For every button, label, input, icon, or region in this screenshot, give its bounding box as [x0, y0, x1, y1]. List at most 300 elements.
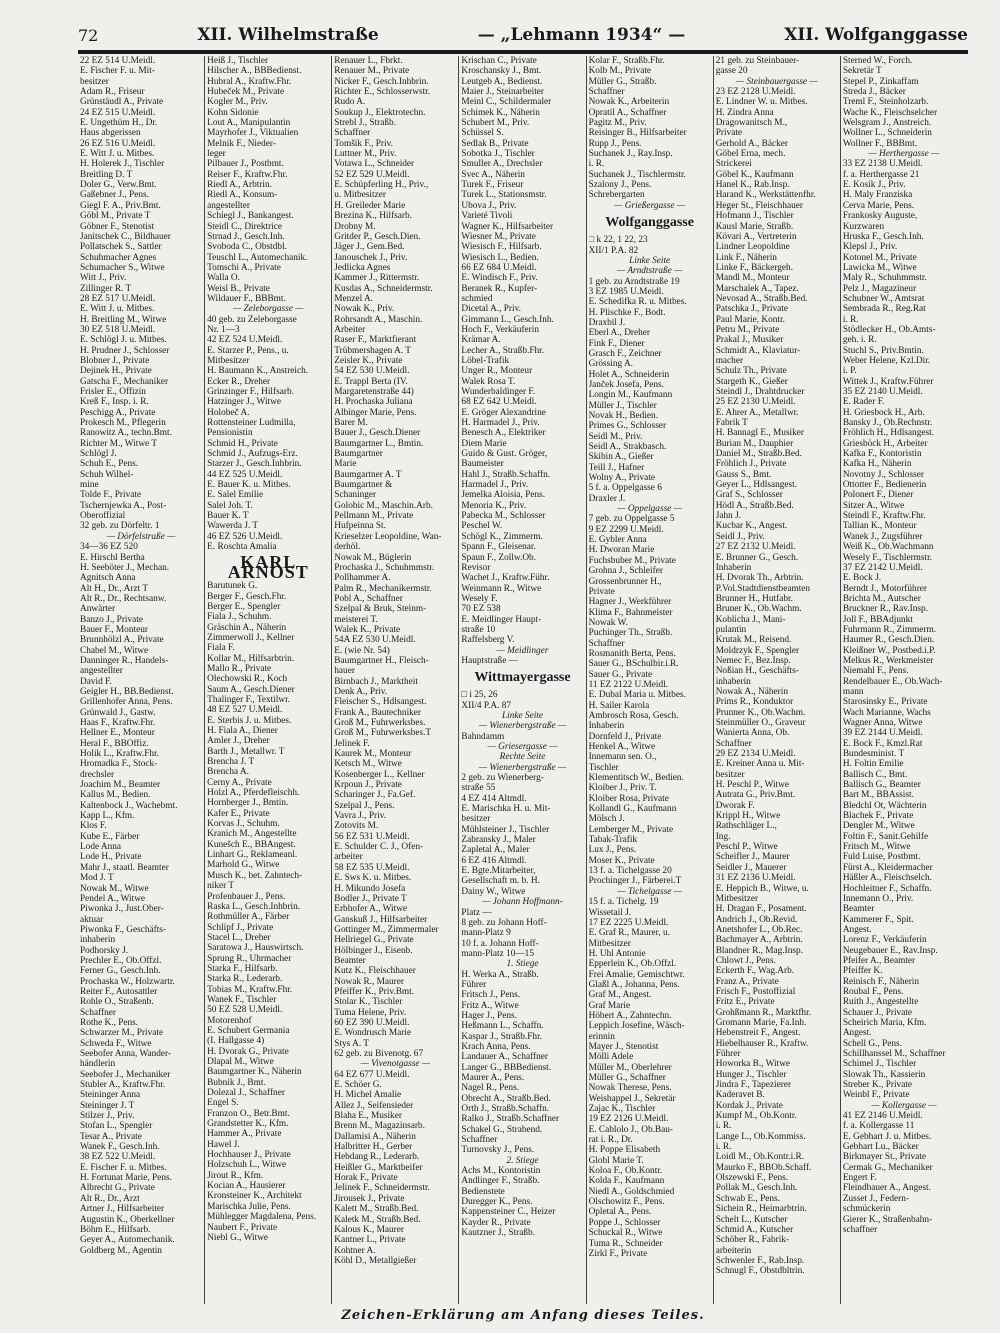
directory-entry: P.Vol.Stadtdienstbeamten: [715, 583, 811, 594]
directory-entry: Weber Helene, Kzl.Dir.: [842, 355, 931, 366]
directory-entry: Hödl A., Straßb.Bed.: [715, 500, 794, 511]
directory-entry: Brencha A.: [207, 767, 249, 778]
directory-entry: Loidl M., Ob.Kontr.i.R.: [715, 1152, 805, 1163]
directory-entry: Pagitz M., Priv.: [588, 118, 647, 129]
directory-entry: Hawel J.: [207, 1139, 240, 1150]
directory-entry: Graf M., Angest.: [588, 990, 652, 1001]
directory-entry: Kusdas A., Schneidermstr.: [334, 283, 433, 294]
directory-entry: Kronsteiner K., Architekt: [207, 1191, 302, 1202]
directory-entry: Achs M., Kontoristin: [461, 1166, 541, 1177]
directory-entry: Strebl J., Straßb.: [334, 118, 397, 129]
directory-entry: Kumpf M., Ob.Kontr.: [715, 1111, 797, 1122]
directory-entry: i. R.: [715, 1121, 732, 1132]
directory-entry: Mühlegger Magdalena, Pens.: [207, 1212, 317, 1223]
directory-entry: Adam R., Friseur: [80, 87, 145, 98]
directory-entry: niker T: [207, 881, 235, 892]
directory-entry: Niemahl F., Pens.: [842, 666, 909, 677]
directory-entry: — Steinbauergasse —: [735, 76, 818, 87]
directory-entry: Schiegl J., Bankangest.: [207, 211, 294, 222]
directory-entry: Stacel L., Dreher: [207, 932, 271, 943]
directory-entry: Nicker F., Gesch.Inhbrin.: [334, 76, 429, 87]
directory-entry: 60 EZ 390 U.Meidl.: [334, 1017, 410, 1028]
directory-entry: Steidl C., Direktrice: [207, 221, 283, 232]
directory-entry: Pfeiffer K.: [842, 966, 883, 977]
directory-entry: Smuller A., Drechsler: [461, 159, 543, 170]
directory-entry: — Vivenotgasse —: [360, 1059, 431, 1070]
directory-entry: Tschernjewka A., Post-: [80, 500, 167, 511]
directory-entry: 54 EZ 530 U.Meidl.: [334, 366, 410, 377]
directory-entry: Menzel A.: [334, 293, 374, 304]
directory-entry: Nowak A., Näherin: [715, 686, 788, 697]
directory-entry: Streda J., Bäcker: [842, 87, 906, 98]
directory-entry: H. Uhl Antonie: [588, 948, 646, 959]
directory-entry: H. Werka A., Straßb.: [461, 969, 539, 980]
directory-entry: Orth J., Straßb.Schaffn.: [461, 1104, 550, 1115]
directory-entry: H. Mikundo Josefa: [334, 883, 406, 894]
directory-entry: Hatzinger J., Witwe: [207, 397, 281, 408]
directory-entry: Mölli Adele: [588, 1052, 634, 1063]
directory-entry: Wildauer F., BBBmt.: [207, 293, 286, 304]
directory-entry: Renauer L., Fbrkt.: [334, 56, 403, 66]
directory-entry: Brichta M., Autscher: [842, 593, 921, 604]
directory-entry: Zusset J., Federn-: [842, 1193, 909, 1204]
directory-entry: Starka F., Hilfsarb.: [207, 963, 278, 974]
directory-entry: Globl Marie T.: [588, 1155, 644, 1166]
directory-entry: Kalous K., Maurer: [334, 1224, 404, 1235]
directory-entry: Saratowa J., Hauswirtsch.: [207, 943, 304, 954]
directory-entry: Mitbesitzer: [715, 893, 759, 904]
directory-entry: Baumgartner L., Bmtin.: [334, 438, 424, 449]
directory-entry: Bahndamm: [461, 731, 505, 742]
directory-entry: Stolar K., Tischler: [334, 997, 403, 1008]
directory-entry: 13 f. a. Tichelgasse 20: [588, 866, 672, 877]
directory-entry: Fiala F.: [207, 643, 235, 654]
directory-entry: Hofmann J., Tischler: [715, 211, 794, 222]
directory-entry: Müller M., Oberlehrer: [588, 1062, 672, 1073]
directory-entry: Weinbl F., Private: [842, 1090, 910, 1101]
directory-entry: Klepsl J., Priv.: [842, 242, 898, 253]
directory-entry: H. Foltin Emilie: [842, 759, 904, 770]
directory-entry: Lorenz F., Verkäuferin: [842, 935, 927, 946]
directory-entry: — Arndtstraße —: [616, 266, 683, 277]
directory-entry: Grünwald J., Gastw.: [80, 707, 156, 718]
directory-entry: Haas F., Kraftw.Fhr.: [80, 718, 156, 728]
directory-entry: Turek F., Friseur: [461, 180, 524, 191]
directory-entry: Engel S.: [207, 1098, 239, 1109]
directory-entry: Teuschl L., Automechanik.: [207, 252, 308, 263]
directory-entry: i. R.: [588, 159, 605, 170]
directory-entry: Denk A., Priv.: [334, 686, 388, 697]
directory-entry: Lout A., Manipulantin: [207, 118, 291, 129]
column-3: [334, 56, 456, 1304]
directory-entry: Barutunek G.: [207, 581, 258, 592]
directory-entry: Nr. 1—3: [207, 324, 240, 335]
directory-entry: Duregger K., Pens.: [461, 1197, 533, 1208]
directory-entry: Suchanek J., Tischlermstr.: [588, 169, 686, 180]
directory-entry: Kocian A., Hausierer: [207, 1181, 286, 1192]
directory-entry: Engert F.: [842, 1173, 877, 1184]
directory-entry: Anwärter: [80, 604, 116, 615]
directory-entry: H. Michel Amalie: [334, 1090, 402, 1101]
directory-entry: Opletal A., Pens.: [588, 1207, 652, 1218]
advertisement: KARL ARNOST: [227, 551, 309, 582]
directory-entry: E. Fischer F. u. Mit-: [80, 66, 155, 77]
directory-entry: — Meidlinger: [496, 645, 549, 656]
directory-entry: gasse 20: [715, 66, 748, 77]
column-separator: [713, 56, 714, 1304]
directory-entry: Bruner K., Ob.Wachm.: [715, 604, 802, 615]
directory-entry: 31 EZ 2136 U.Meidl.: [715, 873, 796, 884]
directory-entry: H. Peschl P., Witwe: [715, 780, 790, 791]
directory-entry: Göbel K., Kaufmann: [715, 169, 794, 180]
directory-entry: E. Kosik J., Priv.: [842, 180, 906, 191]
directory-columns: [78, 56, 968, 1304]
directory-entry: Groß M., Fuhrwerksbes.T: [334, 728, 432, 739]
directory-entry: Mölsch J.: [588, 814, 625, 825]
directory-entry: Stofan L., Spengler: [80, 1121, 153, 1132]
directory-entry: Holik L., Kraftw.Fhr.: [80, 749, 159, 760]
directory-entry: Schuh Wilhel-: [80, 469, 134, 480]
directory-entry: Ranowitz A., techn.Bmt.: [80, 428, 172, 439]
directory-entry: Walla O.: [207, 273, 240, 284]
directory-entry: Novotny J., Schlosser: [842, 469, 924, 480]
directory-entry: Wach Marianne, Wachs: [842, 707, 931, 718]
directory-entry: Kreß F., Insp. i. R.: [80, 397, 149, 408]
directory-entry: besitzer: [461, 814, 491, 825]
directory-entry: — Wienerbergstraße —: [478, 721, 567, 732]
directory-entry: Schimek K., Näherin: [461, 107, 540, 118]
directory-entry: Hruska F., Gesch.Inh.: [842, 231, 924, 242]
directory-entry: Kaspar J., Straßb.Fhr.: [461, 1031, 542, 1042]
directory-entry: Podhorsky J.: [80, 945, 129, 956]
directory-entry: Melnik F., Nieder-: [207, 138, 276, 149]
directory-entry: Augustin K., Oberkellner: [80, 1214, 175, 1225]
column-separator: [331, 56, 332, 1304]
directory-entry: 19 EZ 2126 U.Meidl.: [588, 1114, 669, 1125]
directory-entry: Prunner K., Ob.Wachm.: [715, 707, 806, 718]
directory-entry: 33 EZ 2138 U.Meidl.: [842, 159, 923, 170]
directory-entry: □ i 25, 26: [461, 690, 498, 701]
directory-entry: Schmidt A., Klaviatur-: [715, 345, 801, 356]
directory-entry: Steininger Anna: [80, 1090, 141, 1101]
directory-entry: 10 f. a. Johann Hoff-: [461, 938, 539, 949]
directory-entry: Blandner R., Mag.Insp.: [715, 945, 803, 956]
directory-entry: Grössing A.: [588, 359, 633, 370]
directory-entry: E. Starzer P., Pens., u.: [207, 345, 289, 356]
directory-entry: Primes G., Schlosser: [588, 421, 667, 432]
directory-entry: Horak F., Private: [334, 1173, 398, 1184]
directory-entry: Reiter F., Autosattler: [80, 986, 158, 997]
directory-entry: Kroschansky J., Bmt.: [461, 66, 542, 77]
directory-entry: Kalett M., Straßb.Bed.: [334, 1204, 419, 1215]
directory-entry: Spann F., Gleisenar.: [461, 542, 536, 553]
directory-entry: Dornfeld J., Private: [588, 731, 662, 742]
directory-entry: Schmid J., Aufzugs-Erz.: [207, 449, 298, 460]
directory-entry: Hahl J., Straßb.Schaffn.: [461, 469, 551, 480]
directory-entry: 22 EZ 514 U.Meidl.: [80, 56, 156, 66]
directory-entry: Schüssel S.: [461, 128, 504, 139]
directory-entry: Votawa L., Schneider: [334, 159, 415, 170]
directory-entry: schmückerin: [842, 1204, 891, 1215]
directory-entry: Bauer K. T: [207, 511, 249, 522]
directory-entry: Schuhmacher Agnes: [80, 252, 157, 263]
directory-entry: Kaletk M., Straßb.Bed.: [334, 1214, 421, 1225]
directory-entry: Korvas J., Schuhm.: [207, 819, 280, 830]
directory-entry: Baumgartner K., Näherin: [207, 1067, 302, 1078]
directory-entry: 11 EZ 2122 U.Meidl.: [588, 679, 669, 690]
directory-entry: Stepel P., Zinkaffam: [842, 76, 919, 87]
directory-entry: Stilzer J., Priv.: [80, 1111, 135, 1122]
directory-entry: Ferner G., Gesch.Inh.: [80, 966, 161, 977]
directory-entry: Turek L., Stationsmstr.: [461, 190, 547, 201]
directory-entry: drechsler: [80, 769, 115, 780]
directory-entry: Schögl K., Zimmerm.: [461, 531, 543, 542]
directory-entry: Wissetail J.: [588, 907, 632, 918]
directory-entry: H. Breitling M., Witwe: [80, 314, 167, 325]
directory-entry: Scharinger J., Fa.Gef.: [334, 790, 416, 801]
directory-entry: Autrata G., Priv.Bmt.: [715, 790, 796, 801]
directory-entry: Ralko J., Straßb.Schaffner: [461, 1114, 560, 1125]
directory-entry: Kolb M., Private: [588, 66, 652, 77]
directory-entry: Fleischer S., Hdlsangest.: [334, 697, 427, 708]
directory-entry: Golobic M., Maschin.Arb.: [334, 500, 433, 511]
directory-entry: Harand K., Werkstättenfhr.: [715, 190, 816, 201]
directory-entry: Schaffner: [588, 638, 625, 649]
directory-entry: E. Trappl Berta (IV.: [334, 376, 408, 387]
directory-entry: Hellner E., Monteur: [80, 728, 155, 739]
directory-entry: (I. Hallgasse 4): [207, 1036, 265, 1047]
directory-entry: E. Graf R., Maurer, u.: [588, 928, 671, 939]
directory-entry: arbeiter: [334, 852, 363, 863]
directory-entry: Göbner F., Stenotist: [80, 221, 155, 232]
directory-entry: E. Schulder C. J., Ofen-: [334, 842, 424, 853]
directory-entry: Gromann Marie, Fa.Inh.: [715, 1017, 807, 1028]
directory-entry: Alt R., Dr., Rechtsanw.: [80, 593, 167, 604]
directory-entry: 1 geb. zu Arndtstraße 19: [588, 276, 680, 287]
directory-entry: Jahn J.: [715, 511, 742, 522]
directory-entry: 15 f. a. Tichelg. 19: [588, 897, 659, 908]
directory-entry: derhöl.: [334, 542, 361, 553]
directory-entry: Seidler J., Mauerer: [715, 862, 787, 873]
directory-entry: Stödlecker H., Ob.Amts-: [842, 324, 936, 335]
directory-entry: Schmid H., Private: [207, 438, 278, 449]
directory-entry: Wanek J., Zugsführer: [842, 531, 923, 542]
directory-entry: Dicetal A., Priv.: [461, 304, 521, 315]
directory-entry: Albinger Marie, Pens.: [334, 407, 417, 418]
directory-entry: 32 geb. zu Dörfeltr. 1: [80, 521, 160, 532]
directory-entry: Hellriegel G., Private: [334, 935, 414, 946]
directory-entry: Reinisch F., Näherin: [842, 976, 920, 987]
directory-entry: Kloiber Rosa, Private: [588, 793, 669, 804]
directory-entry: Andlinger F., Straßb.: [461, 1176, 540, 1187]
directory-entry: — Dörfelstraße —: [106, 531, 176, 542]
directory-entry: Schnugl F., Obstdbltrin.: [715, 1266, 805, 1277]
directory-entry: Sterned W., Forch.: [842, 56, 913, 66]
directory-entry: E. Fischer F. u. Mitbes.: [80, 1162, 167, 1173]
directory-entry: Poppe J., Schlosser: [588, 1217, 661, 1228]
directory-entry: Tabak-Trafik: [588, 835, 638, 846]
directory-entry: Böhm E., Hilfsarb.: [80, 1224, 151, 1235]
directory-entry: Prochinger J., Färberei.T: [588, 876, 682, 887]
directory-entry: XII/1 P.A. 82: [588, 245, 639, 256]
directory-entry: Schöber R., Fabrik-: [715, 1235, 790, 1246]
directory-entry: Baumgartner: [334, 449, 383, 460]
directory-entry: 24 EZ 515 U.Meidl.: [80, 107, 156, 118]
directory-entry: E. Sws K. u. Mitbes.: [334, 873, 412, 884]
directory-entry: Kutz K., Fleischhauer: [334, 966, 416, 977]
column-separator: [458, 56, 459, 1304]
directory-entry: 38 EZ 522 U.Meidl.: [80, 1152, 156, 1163]
directory-entry: Walek Rosa T.: [461, 376, 516, 387]
directory-entry: Pollatschek S., Sattler: [80, 242, 162, 253]
directory-entry: Marhold G., Witwe: [207, 860, 280, 871]
directory-entry: Mahr J., staatl. Beamter: [80, 862, 169, 873]
directory-entry: Maurko F., BBOb.Schaff.: [715, 1162, 812, 1173]
directory-entry: Göbel Erna, mech.: [715, 149, 786, 160]
directory-entry: Longin M., Kaufmann: [588, 390, 673, 401]
directory-entry: Gottinger M., Zimmermaler: [334, 924, 439, 935]
directory-entry: Cerva Marie, Pens.: [842, 200, 915, 211]
directory-entry: — Johann Hoffmann-: [482, 897, 563, 908]
directory-entry: Draxler J.: [588, 493, 626, 504]
directory-entry: Rendelbauer E., Ob.Wach-: [842, 676, 943, 687]
directory-entry: Franzon O., Betr.Bmt.: [207, 1108, 290, 1119]
directory-entry: Schrebergarten: [588, 190, 645, 201]
directory-entry: Lode Anna: [80, 842, 122, 853]
directory-entry: H. Bannagl E., Musiker: [715, 428, 805, 439]
directory-entry: H. Harmadel J., Priv.: [461, 418, 540, 429]
directory-entry: Pellmann M., Private: [334, 511, 414, 522]
directory-entry: Lange L., Ob.Kommiss.: [715, 1131, 806, 1142]
directory-entry: inhaberin: [80, 935, 116, 946]
directory-entry: Schlögl J.: [80, 449, 117, 460]
directory-entry: Krämar A.: [461, 335, 501, 346]
directory-entry: Sauer G., Private: [588, 669, 653, 680]
directory-entry: Walek K., Private: [334, 624, 401, 635]
directory-entry: Marie: [334, 459, 357, 470]
directory-entry: Gesellschaft m. b. H.: [461, 876, 540, 887]
directory-entry: E. Schöer G.: [334, 1080, 382, 1091]
directory-entry: Holet A., Schneiderin: [588, 369, 670, 380]
directory-entry: Janouschek J., Priv.: [334, 252, 408, 263]
directory-entry: Brenn M., Magazinsarb.: [334, 1121, 425, 1132]
directory-entry: Kolar F., Straßb.Fhr.: [588, 56, 665, 66]
directory-entry: Moser K., Private: [588, 855, 655, 866]
directory-entry: Wagner K., Hilfsarbeiter: [461, 221, 554, 232]
directory-entry: 21 geb. zu Steinbauer-: [715, 56, 800, 66]
directory-entry: Reisinger B., Hilfsarbeiter: [588, 128, 687, 139]
directory-entry: angestellter: [80, 666, 123, 677]
directory-entry: Stubler A., Kraftw.Fhr.: [80, 1080, 166, 1091]
directory-entry: Seidl A., Strakbasch.: [588, 442, 667, 453]
directory-entry: Leppich Josefine, Wäsch-: [588, 1021, 685, 1032]
directory-entry: Tolde F., Private: [80, 490, 142, 501]
directory-entry: Luttner M., Priv.: [334, 149, 397, 160]
directory-entry: Prokesch M., Pflegerin: [80, 418, 166, 429]
directory-entry: Bauer F., Monteur: [80, 624, 148, 635]
directory-entry: Ing.: [715, 831, 731, 842]
directory-entry: Steininger J. T: [80, 1100, 135, 1111]
directory-entry: Kogler M., Priv.: [207, 97, 268, 108]
directory-entry: Seidl J., Priv.: [715, 531, 765, 542]
directory-entry: Jirousek J., Private: [334, 1193, 405, 1204]
directory-entry: 56 EZ 531 U.Meidl.: [334, 831, 410, 842]
directory-entry: E. Cablolo J., Ob.Bau-: [588, 1124, 674, 1135]
directory-entry: H. Prochaska Juliana: [334, 397, 413, 408]
directory-entry: H. Fortunat Marie, Pens.: [80, 1173, 172, 1184]
directory-entry: Hubeček M., Private: [207, 87, 285, 98]
directory-entry: 42 EZ 524 U.Meidl.: [207, 335, 283, 346]
directory-entry: Weiß K., Ob.Wachmann: [842, 542, 934, 553]
directory-entry: Pollhammer A.: [334, 573, 391, 584]
directory-entry: Kapp L., Kfm.: [80, 811, 135, 822]
directory-entry: Fritz E., Private: [715, 997, 775, 1008]
directory-entry: 40 geb. zu Zeleborgasse: [207, 314, 297, 325]
directory-entry: E. Witt J. u. Mitbes.: [80, 149, 155, 160]
directory-entry: mann: [842, 686, 864, 697]
directory-entry: 8 geb. zu Johann Hoff-: [461, 917, 547, 928]
directory-entry: i. R.: [842, 314, 859, 325]
directory-entry: Peschel W.: [461, 521, 503, 532]
directory-entry: Petru M., Private: [715, 324, 780, 335]
directory-entry: Holzschuh L., Witwe: [207, 1160, 287, 1171]
directory-entry: 39 EZ 2144 U.Meidl.: [842, 728, 923, 739]
directory-entry: Tischler: [588, 762, 619, 773]
directory-entry: Kosenberger L., Kellner: [334, 769, 425, 780]
directory-entry: Schaffner: [80, 1007, 116, 1018]
directory-entry: Barth J., Metallwr. T: [207, 746, 285, 757]
directory-entry: Geyer L., Hdlsangest.: [715, 480, 798, 491]
column-4: [461, 56, 583, 1304]
directory-entry: Paul Marie, Kontr.: [715, 314, 785, 325]
directory-entry: angestellter: [207, 200, 250, 211]
directory-entry: Brencha J. T: [207, 757, 255, 768]
directory-entry: Schauer J., Private: [842, 1007, 913, 1018]
directory-entry: Grasch F., Zeichner: [588, 348, 662, 359]
header-right-street: XII. Wolfganggasse: [784, 25, 968, 45]
directory-entry: — Zeleborgasse —: [233, 304, 304, 315]
directory-entry: Kaltenbock J., Wachebmt.: [80, 800, 178, 811]
directory-entry: 25 EZ 2130 U.Meidl.: [715, 397, 796, 408]
directory-entry: Hauptstraße —: [461, 655, 518, 666]
directory-entry: Daniel M., Straßb.Bed.: [715, 449, 802, 460]
directory-entry: Kohn Sidonie: [207, 107, 259, 118]
directory-entry: Gierer K., Straßenbahn-: [842, 1214, 933, 1225]
directory-entry: Rosmanith Berta, Pens.: [588, 648, 676, 659]
directory-entry: Kollandl G., Kaufmann: [588, 804, 677, 815]
directory-entry: Opratil A., Schaffner: [588, 107, 667, 118]
directory-entry: Brezina K., Hilfsarb.: [334, 211, 412, 222]
directory-entry: Schmid A., Kutscher: [715, 1224, 794, 1235]
directory-entry: Beranek R., Kupfer-: [461, 283, 538, 294]
directory-entry: Erbhofer A., Witwe: [334, 904, 408, 915]
directory-entry: Kloiber J., Priv. T.: [588, 783, 657, 794]
directory-entry: Pobl A., Schaffner: [334, 593, 403, 604]
directory-entry: Diem Marie: [461, 438, 507, 449]
directory-entry: 44 EZ 525 U.Meidl.: [207, 469, 283, 480]
directory-entry: geh. i. R.: [842, 335, 877, 346]
directory-entry: 4 EZ 414 Altmdl.: [461, 793, 527, 804]
directory-entry: Löbel-Trafik: [461, 355, 510, 366]
directory-entry: Wolny A., Private: [588, 473, 655, 484]
directory-entry: Sichein R., Heimarbtrin.: [715, 1204, 807, 1215]
directory-entry: H. Baumann K., Anstreich.: [207, 366, 309, 377]
directory-entry: Pelz J., Magazineur: [842, 283, 917, 294]
directory-entry: Teill J., Hafner: [588, 462, 645, 473]
directory-entry: Szalony J., Pens.: [588, 180, 652, 191]
directory-entry: Zotovits M.: [334, 821, 379, 832]
directory-entry: Lux J., Pens.: [588, 845, 637, 856]
